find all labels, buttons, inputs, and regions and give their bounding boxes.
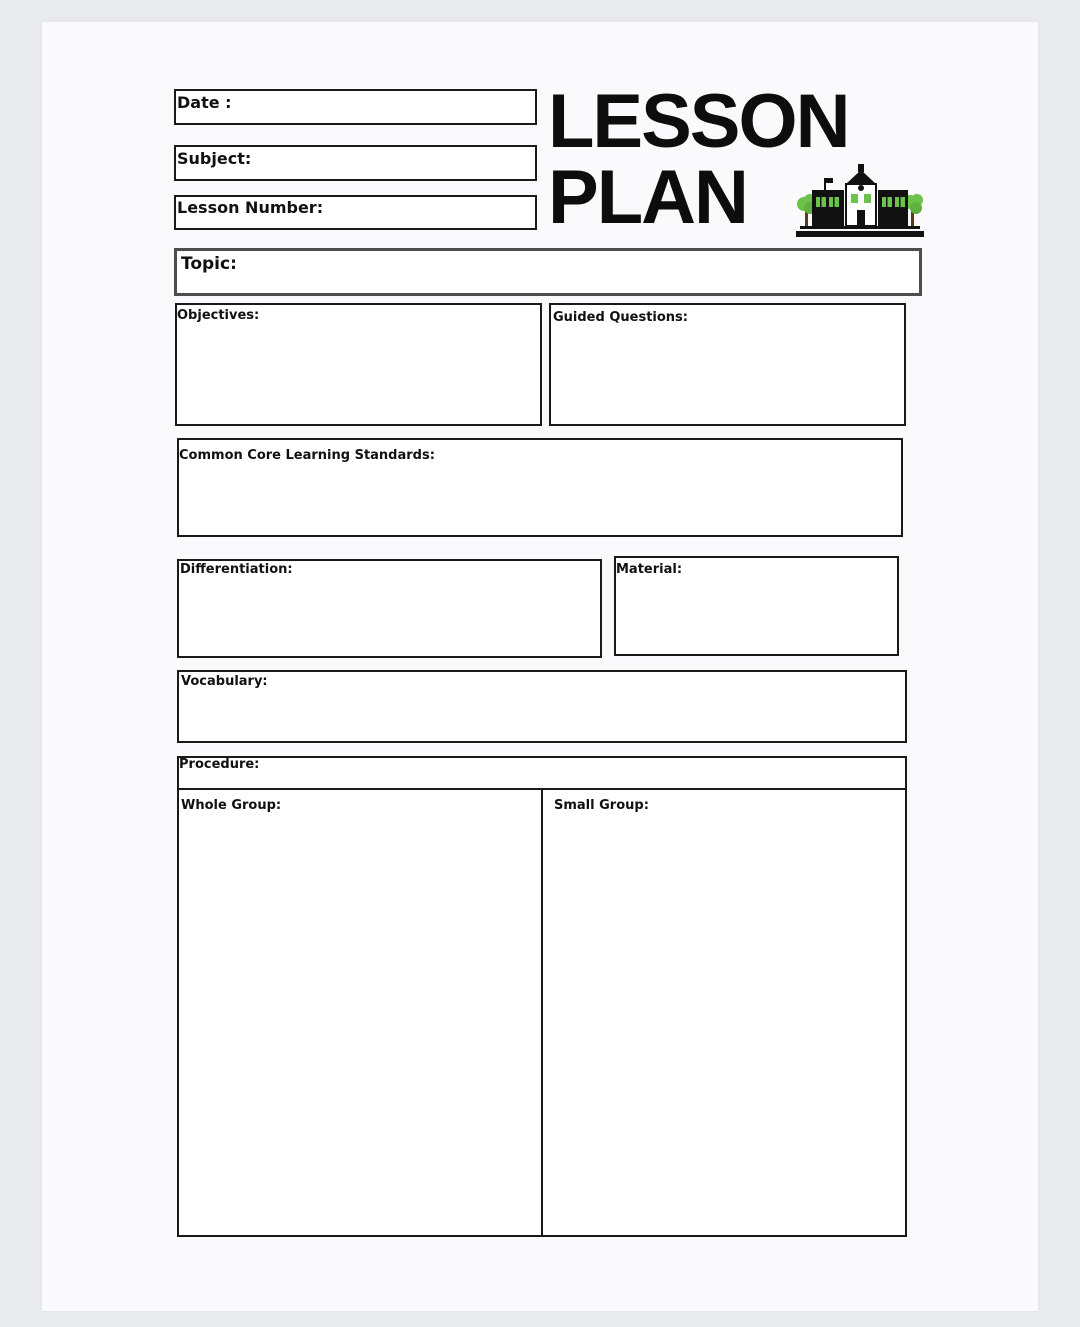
- objectives-label: Objectives:: [177, 308, 260, 323]
- small-group-field[interactable]: [541, 788, 907, 1237]
- objectives-field[interactable]: [175, 303, 542, 426]
- date-field[interactable]: [174, 89, 537, 125]
- topic-label: Topic:: [181, 254, 237, 274]
- differentiation-field[interactable]: [177, 559, 602, 658]
- title-lesson: LESSON: [548, 79, 849, 164]
- guided-questions-label: Guided Questions:: [553, 310, 688, 325]
- common-core-standards-label: Common Core Learning Standards:: [179, 448, 435, 463]
- school-building-icon: [796, 162, 926, 242]
- guided-questions-field[interactable]: [549, 303, 906, 426]
- topic-field[interactable]: [174, 248, 922, 296]
- vocabulary-field[interactable]: [177, 670, 907, 743]
- lesson-number-field[interactable]: [174, 195, 537, 230]
- subject-label: Subject:: [177, 149, 252, 168]
- whole-group-label: Whole Group:: [181, 798, 282, 813]
- material-label: Material:: [616, 562, 683, 577]
- vocabulary-label: Vocabulary:: [181, 674, 268, 689]
- procedure-header: [177, 756, 907, 791]
- differentiation-label: Differentiation:: [180, 562, 293, 577]
- procedure-label: Procedure:: [179, 757, 260, 772]
- whole-group-field[interactable]: [177, 788, 543, 1237]
- title-plan: PLAN: [548, 155, 747, 240]
- subject-field[interactable]: [174, 145, 537, 181]
- common-core-standards-field[interactable]: [177, 438, 903, 537]
- small-group-label: Small Group:: [554, 798, 649, 813]
- material-field[interactable]: [614, 556, 899, 656]
- date-label: Date :: [177, 93, 232, 112]
- lesson-number-label: Lesson Number:: [177, 198, 324, 217]
